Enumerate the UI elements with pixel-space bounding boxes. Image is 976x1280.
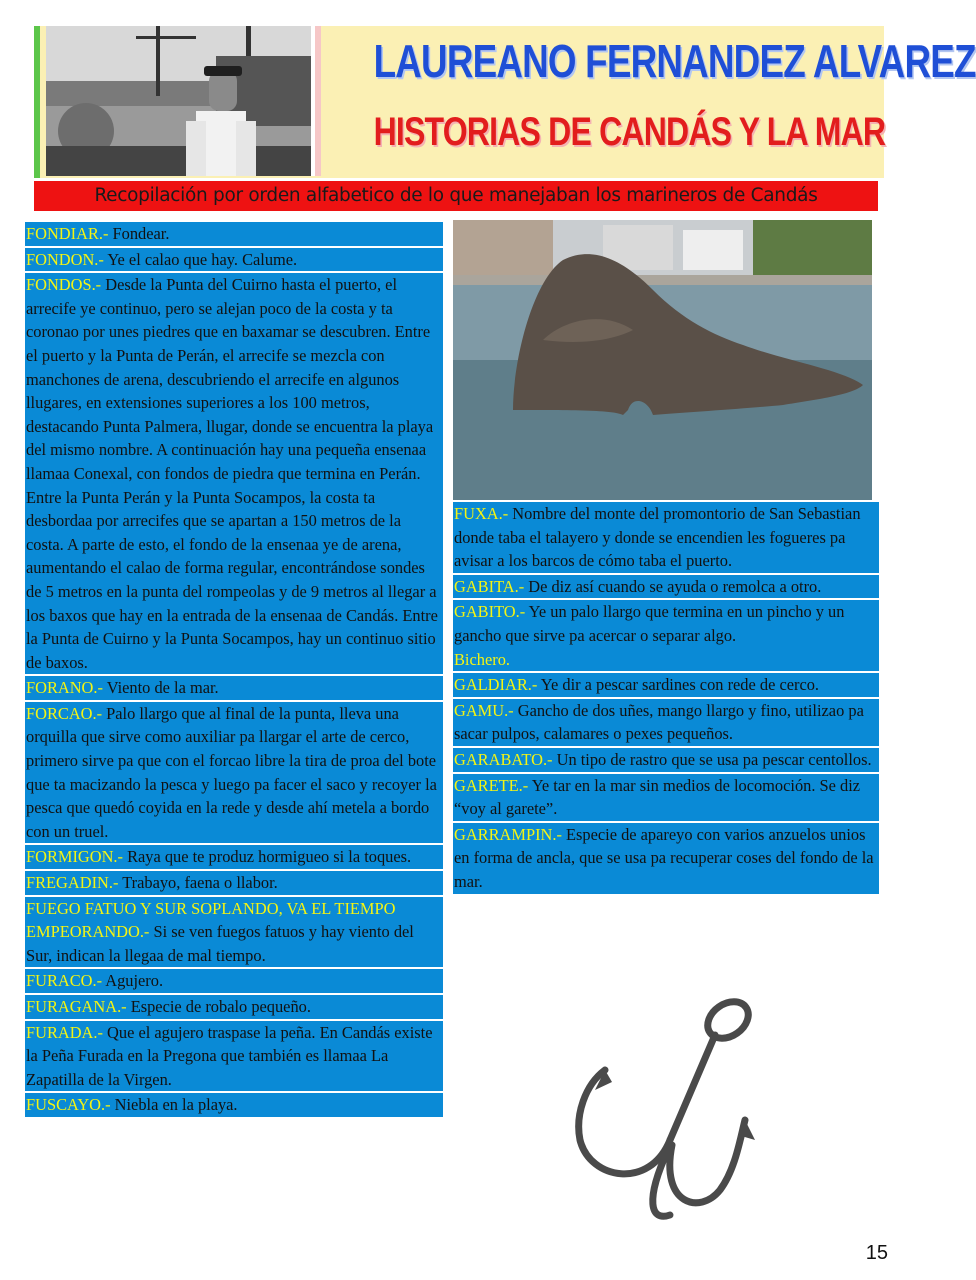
entry: [25, 222, 443, 246]
entry: [453, 575, 879, 599]
entry: [25, 995, 443, 1019]
entry: [453, 600, 879, 671]
entry-extra: Bichero.: [454, 649, 510, 669]
entry-text: De diz así cuando se ayuda o remolca a otro.: [524, 576, 822, 596]
entry: [25, 871, 443, 895]
entry-term: GARETE.-: [454, 775, 529, 795]
entry-term: FORANO.-: [26, 678, 103, 698]
entry-term: FREGADIN.-: [26, 873, 119, 893]
entry: [25, 676, 443, 700]
right-column: [453, 502, 879, 896]
entry: [25, 969, 443, 993]
entry-text: Especie de robalo pequeño.: [126, 997, 311, 1016]
entry: [453, 774, 879, 821]
entry-text: Agujero.: [102, 971, 164, 991]
entry: [25, 273, 443, 674]
entry-text: Ye dir a pescar sardines con rede de cerco.: [537, 675, 820, 695]
entry-text: Niebla en la playa.: [110, 1095, 238, 1115]
entry-text: Especie de apareyo con varios anzuelos unios en forma de ancla, que se usa pa recuperar coses del fondo de la mar.: [454, 824, 874, 891]
banner-caption: Recopilación por orden alfabetico de lo que manejaban los marineros de Candás: [34, 181, 878, 211]
entry-term: FONDIAR.-: [26, 224, 109, 243]
entry-term: GARRAMPIN.-: [454, 824, 562, 844]
entry: [453, 748, 879, 772]
entry: [25, 1021, 443, 1092]
left-column: [25, 222, 443, 1119]
entry-text: Nombre del monte del promontorio de San Sebastian donde taba el talayero y donde se encendien les fogueres pa avisar a los barcos de cómo taba el puerto.: [454, 504, 861, 571]
entry-term: GAMU.-: [454, 700, 514, 720]
entry-text: Trabayo, faena o llabor.: [118, 873, 278, 893]
entry-term: FUSCAYO.-: [26, 1095, 111, 1115]
entry-text: Ye el calao que hay. Calume.: [103, 249, 298, 269]
entry-text: Si se ven fuegos fatuos y hay viento del Sur, indican la llegaa de mal tiempo.: [26, 922, 414, 965]
entry-term: FUXA.-: [454, 504, 509, 523]
entry: [453, 699, 879, 746]
entry-term: FURADA.-: [26, 1022, 103, 1042]
entry-text: Ye tar en la mar sin medios de locomoción. Se diz “voy al garete”.: [454, 775, 861, 819]
entry: [25, 248, 443, 272]
entry: [453, 673, 879, 697]
entry-text: Que el agujero traspase la peña. En Candás existe la Peña Furada en la Pregona que también es llamaa La Zapatilla de la Virgen.: [26, 1022, 433, 1089]
page-subtitle: HISTORIAS DE CANDÁS Y LA MAR: [373, 110, 886, 154]
entry: [25, 845, 443, 869]
entry-term: GABITA.-: [454, 576, 525, 596]
entry-text: Gancho de dos uñes, mango llargo y fino, utilizao pa sacar pulpos, calamares o pexes pequeños.: [454, 700, 864, 744]
entry-term: GABITO.-: [454, 602, 526, 622]
entry-term: FONDOS.-: [26, 275, 102, 295]
entry-term: FURAGANA.-: [26, 997, 127, 1016]
entry: [453, 823, 879, 894]
entry-text: Viento de la mar.: [102, 678, 219, 698]
entry: [453, 502, 879, 573]
treble-hook-image: [550, 990, 790, 1225]
entry-text: Fondear.: [108, 224, 170, 243]
entry-term: FUEGO FATUO Y SUR SOPLANDO, VA EL TIEMPO EMPEORANDO.-: [26, 898, 396, 942]
entry-term: FORCAO.-: [26, 703, 103, 723]
entry-text: Un tipo de rastro que se usa pa pescar centollos.: [552, 749, 872, 769]
entry-term: FURACO.-: [26, 971, 103, 991]
entry-term: GARABATO.-: [454, 749, 553, 769]
entry-text: Ye un palo llargo que termina en un pincho y un gancho que sirve pa acercar o separar algo.: [454, 602, 845, 645]
captain-photo: [46, 26, 315, 176]
page-title: LAUREANO FERNANDEZ ALVAREZ: [373, 35, 976, 87]
entry-text: Palo llargo que al final de la punta, lleva una orquilla que sirve como auxiliar pa llargar el arte de cerco, primero sirve pa que con el forcao libre la tira de proa del bote que ta macizando la pesca y luego pa facer el saco y recoyer la pesca que quedó coyida en la rede y desde ahí metela a bordo con un truel.: [26, 703, 437, 841]
entry: [25, 702, 443, 844]
entry-term: FONDON.-: [26, 249, 104, 269]
rock-photo: [453, 220, 872, 500]
entry-text: Desde la Punta del Cuirno hasta el puerto, el arrecife ye continuo, pero se alejan poco de la costa y ta coronao por unes piedres que en baxamar se descubren. Entre el puerto y la Punta de Perán, el arrecife se mezcla con manchones de arena, descubriendo el arrecife en algunos llugares, en extensiones superiores a los 100 metros, destacando Punta Palmera, llugar, donde se encuentra la playa del mismo nombre. A continuación hay una pequeña ensenaa llamaa Conexal, con fondos de piedra que termina en Perán. Entre la Punta Perán y la Punta Socampos, la costa ta desbordaa por arrecifes que se apartan a 150 metros de la costa. A parte de esto, el fondo de la ensenaa ye de arena, aumentando el calao de forma regular, encontrándose sondes de 5 metros en la punta del rompeolas y de 9 metros al llegar a los baxos que hay en la entrada de la ensenaa de Candás. Entre la Punta de Cuirno y la Punta Socampos, hay un continuo sitio de baxos.: [26, 275, 438, 672]
photo-frame-stripe: [315, 26, 321, 176]
entry: [25, 897, 443, 968]
entry: [25, 1093, 443, 1117]
entry-text: Raya que te produz hormigueo si la toques.: [122, 847, 412, 867]
entry-term: FORMIGON.-: [26, 847, 123, 867]
page-number: 15: [865, 1242, 888, 1264]
entry-term: GALDIAR.-: [454, 675, 538, 695]
